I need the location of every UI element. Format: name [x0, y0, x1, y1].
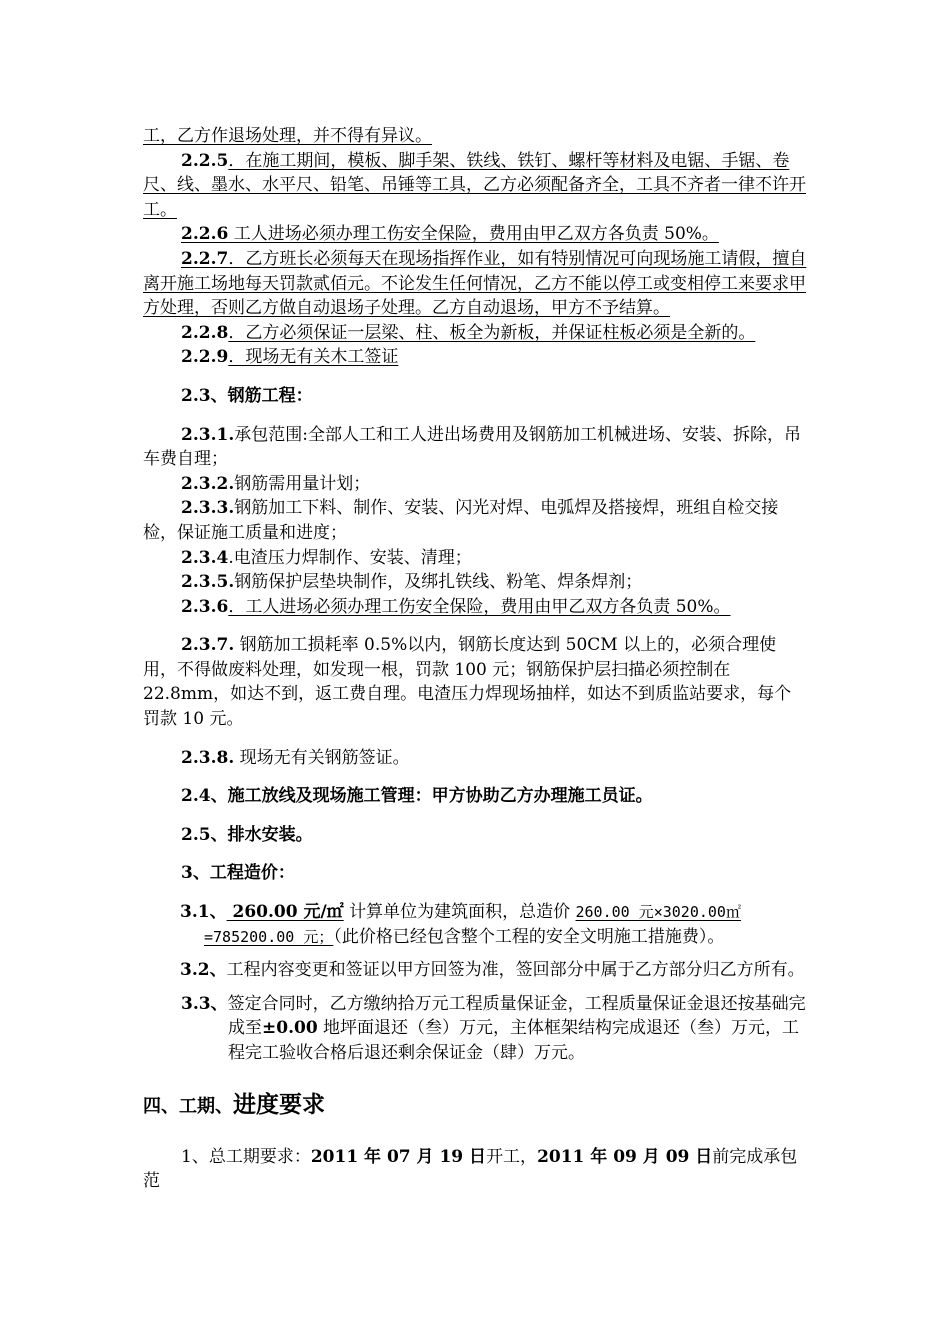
section-2-5-title: 2.5、排水安装。	[181, 824, 313, 845]
clause-text: 开工，	[486, 1146, 538, 1167]
heading-part-a: 四、工期、	[143, 1095, 233, 1117]
clause-number: 3.2、	[180, 960, 227, 981]
clause-4-1	[143, 1145, 808, 1194]
clause-2-3-2	[143, 472, 808, 497]
clause-2-3-7	[143, 633, 808, 731]
clause-2-3-8	[143, 746, 808, 771]
start-date: 2011 年 07 月 19 日	[310, 1146, 487, 1167]
clause-text: ．工人进场必须办理工伤安全保险，费用由甲乙双方各负责 50%。	[228, 596, 731, 617]
section-4-heading	[143, 1090, 808, 1122]
elevation-value: ±0.00	[262, 1018, 318, 1039]
clause-text: 1、总工期要求：	[181, 1146, 311, 1167]
clause-2-3-1	[143, 423, 808, 472]
clause-number: 2.2.6	[181, 224, 229, 245]
clause-number: 2.3.1.	[181, 424, 235, 445]
section-2-4-title: 2.4、施工放线及现场施工管理：甲方协助乙方办理施工员证。	[181, 786, 653, 807]
clause-2-2-7	[143, 247, 808, 321]
clause-text: 工人进场必须办理工伤安全保险，费用由甲乙双方各负责 50%。	[228, 224, 719, 245]
clause-text: ．现场无有关木工签证	[228, 347, 399, 368]
price-note: （此价格已经包含整个工程的安全文明施工措施费）。	[333, 926, 725, 947]
paragraph-continuation: 工，乙方作退场处理，并不得有异议。	[143, 126, 432, 146]
clause-2-3-6	[143, 595, 808, 620]
document-page	[143, 124, 808, 1194]
clause-text: .电渣压力焊制作、安装、清理；	[228, 547, 472, 568]
clause-text: ．乙方必须保证一层梁、柱、板全为新板，并保证柱板必须是全新的。	[228, 322, 756, 343]
clause-3-1	[143, 900, 808, 949]
clause-text: 签定合同时，乙方缴纳拾万元工程质量保证金，工程质量保证金退还按基础完成至	[227, 993, 806, 1039]
clause-2-2-9	[143, 345, 808, 370]
clause-text-cont: 地坪面退还（叁）万元，主体框架结构完成退还（叁）万元，工程完工验收合格后退还剩余保证金（肆）万元。	[228, 1018, 800, 1063]
end-date: 2011 年 09 月 09 日	[537, 1146, 713, 1167]
clause-number: 2.2.5	[181, 150, 229, 171]
clause-text: 工程内容变更和签证以甲方回签为准，签回部分中属于乙方部分归乙方所有。	[226, 960, 805, 981]
clause-number: 2.3.6	[181, 596, 229, 617]
clause-2-3-5	[143, 570, 808, 595]
clause-text: ．在施工期间，模板、脚手架、铁线、铁钉、螺杆等材料及电锯、手锯、卷尺、线、墨水、水平尺、铅笔、吊锤等工具，乙方必须配备齐全，工具不齐者一律不许开工。	[143, 150, 806, 220]
clause-number: 2.3.3.	[181, 498, 235, 519]
clause-number: 2.2.8	[181, 322, 229, 343]
total-price: 260.00 元×3020.00㎡=785200.00 元；	[204, 903, 741, 946]
clause-number: 2.3.7.	[181, 635, 235, 656]
clause-text: 钢筋加工下料、制作、安装、闪光对焊、电弧焊及搭接焊，班组自检交接检，保证施工质量和进度；	[143, 498, 779, 543]
heading-part-b: 进度要求	[233, 1090, 325, 1118]
clause-text: 现场无有关钢筋签证。	[234, 747, 410, 768]
clause-3-3	[143, 992, 808, 1066]
clause-number: 3.1、	[180, 902, 227, 923]
clause-number: 2.3.4	[181, 547, 229, 568]
clause-number: 3.3、	[181, 993, 228, 1014]
clause-number: 2.2.7	[181, 248, 229, 269]
clause-2-3-3	[143, 496, 808, 545]
section-3-title: 3、工程造价：	[181, 863, 295, 884]
unit-price: 260.00 元/㎡	[226, 902, 344, 923]
clause-2-2-8	[143, 321, 808, 346]
clause-text: 前完成承包范	[143, 1146, 798, 1192]
clause-number: 2.3.2.	[181, 473, 235, 494]
clause-number: 2.3.8.	[181, 747, 235, 768]
section-2-3-title: 2.3、钢筋工程：	[181, 385, 313, 406]
clause-text: 钢筋加工损耗率 0.5%以内，钢筋长度达到 50CM 以上的，必须合理使用，不得做废料处理，如发现一根，罚款 100 元；钢筋保护层扫描必须控制在 22.8mm，如达不到，返工费自理。电渣压力焊现场抽样，如达不到质监站要求，每个罚款 10 元。	[143, 635, 792, 730]
clause-text: 钢筋需用量计划；	[234, 473, 371, 494]
clause-2-3-4	[143, 546, 808, 571]
clause-text: 承包范围:全部人工和工人进出场费用及钢筋加工机械进场、安装、拆除，吊车费自理；	[143, 424, 801, 470]
clause-text: 钢筋保护层垫块制作，及绑扎铁线、粉笔、焊条焊剂；	[234, 572, 643, 593]
clause-text: ．乙方班长必须每天在现场指挥作业，如有特别情况可向现场施工请假，擅自离开施工场地每天罚款贰佰元。不论发生任何情况，乙方不能以停工或变相停工来要求甲方处理，否则乙方做自动退场子处理。乙方自动退场，甲方不予结算。	[143, 248, 807, 319]
clause-2-2-5	[143, 149, 808, 223]
clause-number: 2.2.9	[181, 347, 229, 368]
clause-3-2	[143, 958, 808, 983]
clause-2-2-6	[143, 222, 808, 247]
clause-text: 计算单位为建筑面积，总造价	[343, 902, 576, 923]
clause-number: 2.3.5.	[181, 572, 235, 593]
